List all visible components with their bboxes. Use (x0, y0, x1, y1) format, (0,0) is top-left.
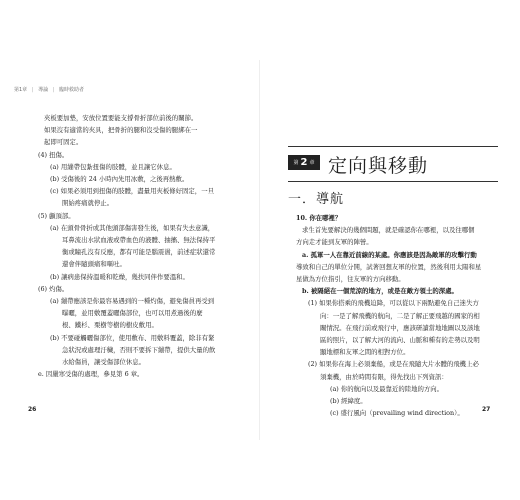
text-line: (a) 用繃帶包紮扭傷的肢體，並且讓它休息。 (50, 162, 176, 171)
text-line: (2) 如果你在海上必須棄船，或是在飛隨大片水體的飛機上必 (308, 360, 479, 369)
chapter-number-box (288, 155, 320, 170)
text-line: (b) 經緯度。 (330, 397, 367, 406)
text-line: 星做為方位指引，往友軍的方向移動。 (296, 275, 405, 284)
chapter-top-rule (288, 146, 498, 147)
text-line: 須棄機，由於時間有限，得先找出下列資訊： (320, 372, 448, 381)
chapter-bottom-rule (288, 181, 498, 182)
text-line: 開始疼痛就停止。 (62, 199, 114, 208)
chapter-heading (288, 148, 508, 180)
text-line: 耳鼻流出水狀血液或帶血色的液體、抽搐、無法保持平 (62, 236, 216, 245)
text-line: 曝曬，並用敷覆蓋曬傷部位，也可以用煮過後的麼 (62, 309, 203, 318)
text-line: 區的照片，以了解大河的流向、山脈和種有的走勢以及明 (320, 336, 480, 345)
text-line: (4) 扭傷。 (38, 150, 69, 159)
text-line: 起即可固定。 (44, 138, 83, 147)
text-line: 關情況。在飛行前或飛行中，應該研讀當地地圖以及該地 (320, 323, 480, 332)
text-line: 根、鐵杉、栗樹等樹的樹皮敷用。 (62, 321, 158, 330)
chapter-title: 定向與移動 (328, 155, 429, 177)
text-line: (c) 盛行風向（prevailing wind direction）。 (330, 409, 464, 418)
right-body-text (288, 212, 500, 419)
text-line: e. 因嚴寒受傷的處理，參見第 6 章。 (38, 370, 144, 379)
chapter-label: 第 (293, 160, 299, 166)
text-line: (a) 你的航向以及最靠近的陸地的方向。 (330, 384, 444, 393)
text-line: 還會伴隨頭痛和嘔吐。 (62, 260, 126, 269)
text-line: 求生首先要解決的幾個問題，就是確認你在哪裡，以及往哪個 (302, 226, 475, 235)
chapter-number: 2 (300, 157, 308, 168)
text-line: (b) 受傷後的 24 小時內先用冰敷，之後再熱敷。 (50, 175, 189, 184)
running-head-separator: | (31, 87, 34, 93)
text-line: 方向走才能到友軍的陣營。 (296, 238, 373, 247)
text-line: (6) 灼傷。 (38, 284, 69, 293)
text-line: 向：一是了解飛機的航向，二是了解正要飛越的國家的相 (320, 311, 480, 320)
page-number-left: 26 (28, 406, 37, 413)
right-page (260, 0, 520, 500)
chapter-label-suffix: 章 (309, 160, 315, 166)
text-line: (a) 在頭骨骨折或其他頭部傷害發生後，如果有失去意識， (50, 223, 215, 232)
text-line: (a) 繃帶應該是你最容易遇到的一種灼傷，避免傷員再受到 (50, 297, 215, 306)
text-line: (5) 顱頂部。 (38, 211, 75, 220)
running-head-subtitle: 臨時救助者 (58, 87, 84, 93)
running-head-separator: | (52, 87, 55, 93)
text-line: 急狀況或處理汙穢，否則不要拆下繃帶，提供大量的飲 (62, 345, 216, 354)
text-line: (b) 讓病患保持溫暖和乾燥，幾扶同伴作要溫和。 (50, 272, 189, 281)
page-number-right: 27 (482, 406, 491, 413)
text-line: (b) 不要碰觸曬傷部位，使用敷布、用敷料覆蓋，除非有緊 (50, 333, 215, 342)
text-line: 如果沒有適當的夾具，把骨折的腿和沒受傷的腿綁在一 (44, 126, 198, 135)
text-line: 衡或瞳孔沒有反應，都有可能是腦震盪，前述症狀還常 (62, 248, 216, 257)
text-line: (1) 如果你搭乘的飛機迫降，可以從以下兩點避免自己迷失方 (308, 299, 479, 308)
text-line: 水給傷員，讓受傷部位休息。 (62, 358, 146, 367)
text-line: b. 被隔絕在一個荒涼的地方，或是在敵方領土的深處。 (302, 287, 458, 296)
text-line: 夾板要加墊，安放位置要能支撐骨折部位前後的關節。 (44, 114, 198, 122)
left-body-text (30, 112, 238, 380)
text-line: (c) 如果必須用到扭傷的肢體，盡量用夾板條好固定，一旦 (50, 187, 214, 196)
text-line: 導致和自己的單位分開，試著回想友軍的位置，然後利用太陽和星 (296, 262, 482, 271)
running-head-chapter: 第1章 (14, 87, 28, 93)
text-line: 顯地標和友軍之間的相對方位。 (320, 348, 410, 357)
text-line: 10. 你在哪裡？ (296, 214, 342, 222)
text-line: a. 孤軍一人在靠近前線的某處。你應該是因為敵軍的攻擊行動 (302, 250, 477, 259)
running-head (14, 86, 84, 93)
running-head-part: 導論 (38, 87, 49, 93)
section-heading: 一．導航 (288, 192, 345, 207)
